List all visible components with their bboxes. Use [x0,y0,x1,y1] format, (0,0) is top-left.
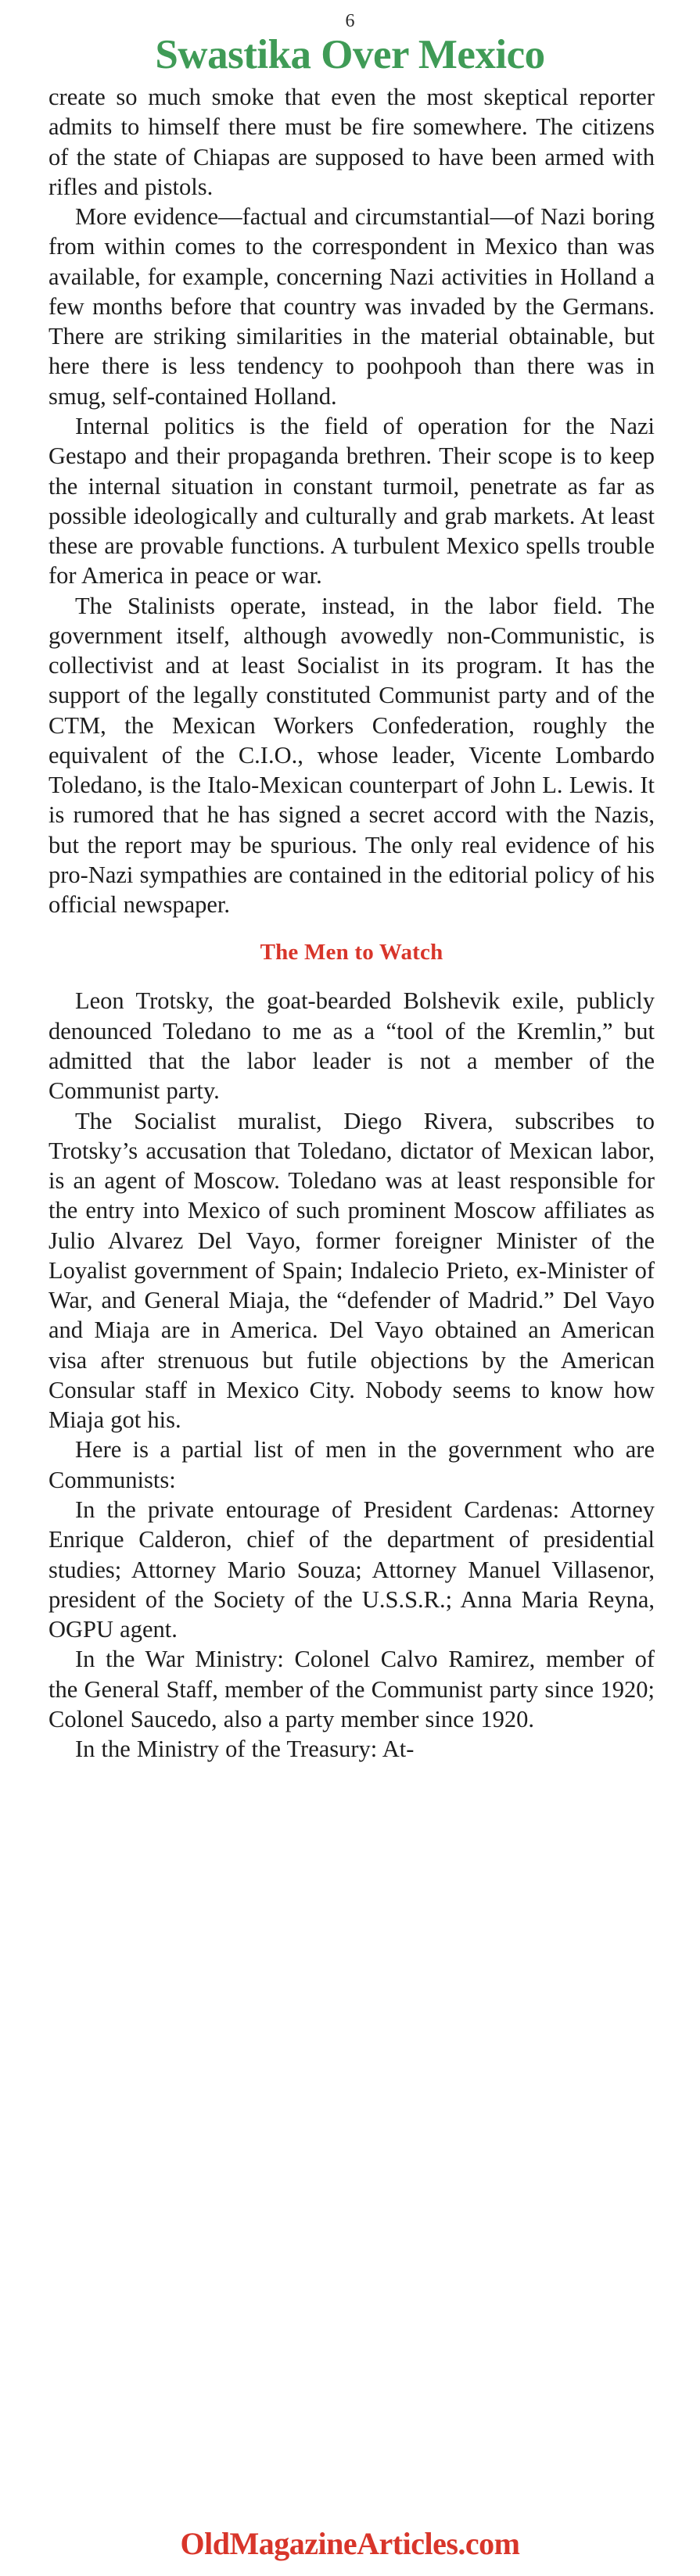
article-column [48,82,655,1764]
paragraph: Internal politics is the field of operation for the Nazi Gestapo and their propaganda brethren. Their scope is to keep the internal situation in constant turmoil, penetrate as far as possible ideologically and culturally and grab markets. At least these are provable functions. A turbulent Mexico spells trouble for America in peace or war. [48,412,655,589]
section-subhead: The Men to Watch [260,940,443,966]
paragraph: create so much smoke that even the most skeptical reporter admits to himself there must be fire somewhere. The citizens of the state of Chiapas are supposed to have been armed with rifles and pistols. [48,84,655,200]
paragraph: More evidence—factual and circumstantial—of Nazi boring from within comes to the correspondent in Mexico than was available, for example, concerning Nazi activities in Holland a few months before that country was invaded by the Germans. There are striking similarities in the material obtainable, but here there is less tendency to poohpooh than there was in smug, self-contained Holland. [48,203,655,410]
paragraph: In the War Ministry: Colonel Calvo Ramirez, member of the General Staff, member of the Communist party since 1920; Colonel Saucedo, also a party member since 1920. [48,1646,655,1732]
page-number: 6 [345,11,355,31]
paragraph: Here is a partial list of men in the government who are Communists: [48,1436,655,1493]
paragraph: In the Ministry of the Treasury: At- [75,1736,415,1763]
paragraph: In the private entourage of President Cardenas: Attorney Enrique Calderon, chief of the department of presidential studies; Attorney Mario Souza; Attorney Manuel Villasenor, president of the Society of the U.S.S.R.; Anna Maria Reyna, OGPU agent. [48,1496,655,1643]
article-headline: Swastika Over Mexico [155,32,545,77]
site-brand: OldMagazineArticles.com [180,2526,520,2561]
paragraph: Leon Trotsky, the goat-bearded Bolshevik exile, publicly denounced Toledano to me as a “tool of the Kremlin,” but admitted that the labor leader is not a member of the Communist party. [48,987,655,1105]
paragraph: The Stalinists operate, instead, in the labor field. The government itself, although avowedly non-Communistic, is collectivist and at least Socialist in its program. It has the support of the legally constituted Communist party and of the CTM, the Mexican Workers Confederation, roughly the equivalent of the C.I.O., whose leader, Vicente Lombardo Toledano, is the Italo-Mexican counterpart of John L. Lewis. It is rumored that he has signed a secret accord with the Nazis, but the report may be spurious. The only real evidence of his pro-Nazi sympathies are contained in the editorial policy of his official newspaper. [48,592,655,919]
paragraph: The Socialist muralist, Diego Rivera, subscribes to Trotsky’s accusation that Toledano, dictator of Mexican labor, is an agent of Moscow. Toledano was at least responsible for the entry into Mexico of such prominent Moscow affiliates as Julio Alvarez Del Vayo, former foreigner Minister of the Loyalist government of Spain; Indalecio Prieto, ex-Minister of War, and General Miaja, the “defender of Madrid.” Del Vayo and Miaja are in America. Del Vayo obtained an American visa after strenuous but futile objections by the American Consular staff in Mexico City. Nobody seems to know how Miaja got his. [48,1107,655,1434]
